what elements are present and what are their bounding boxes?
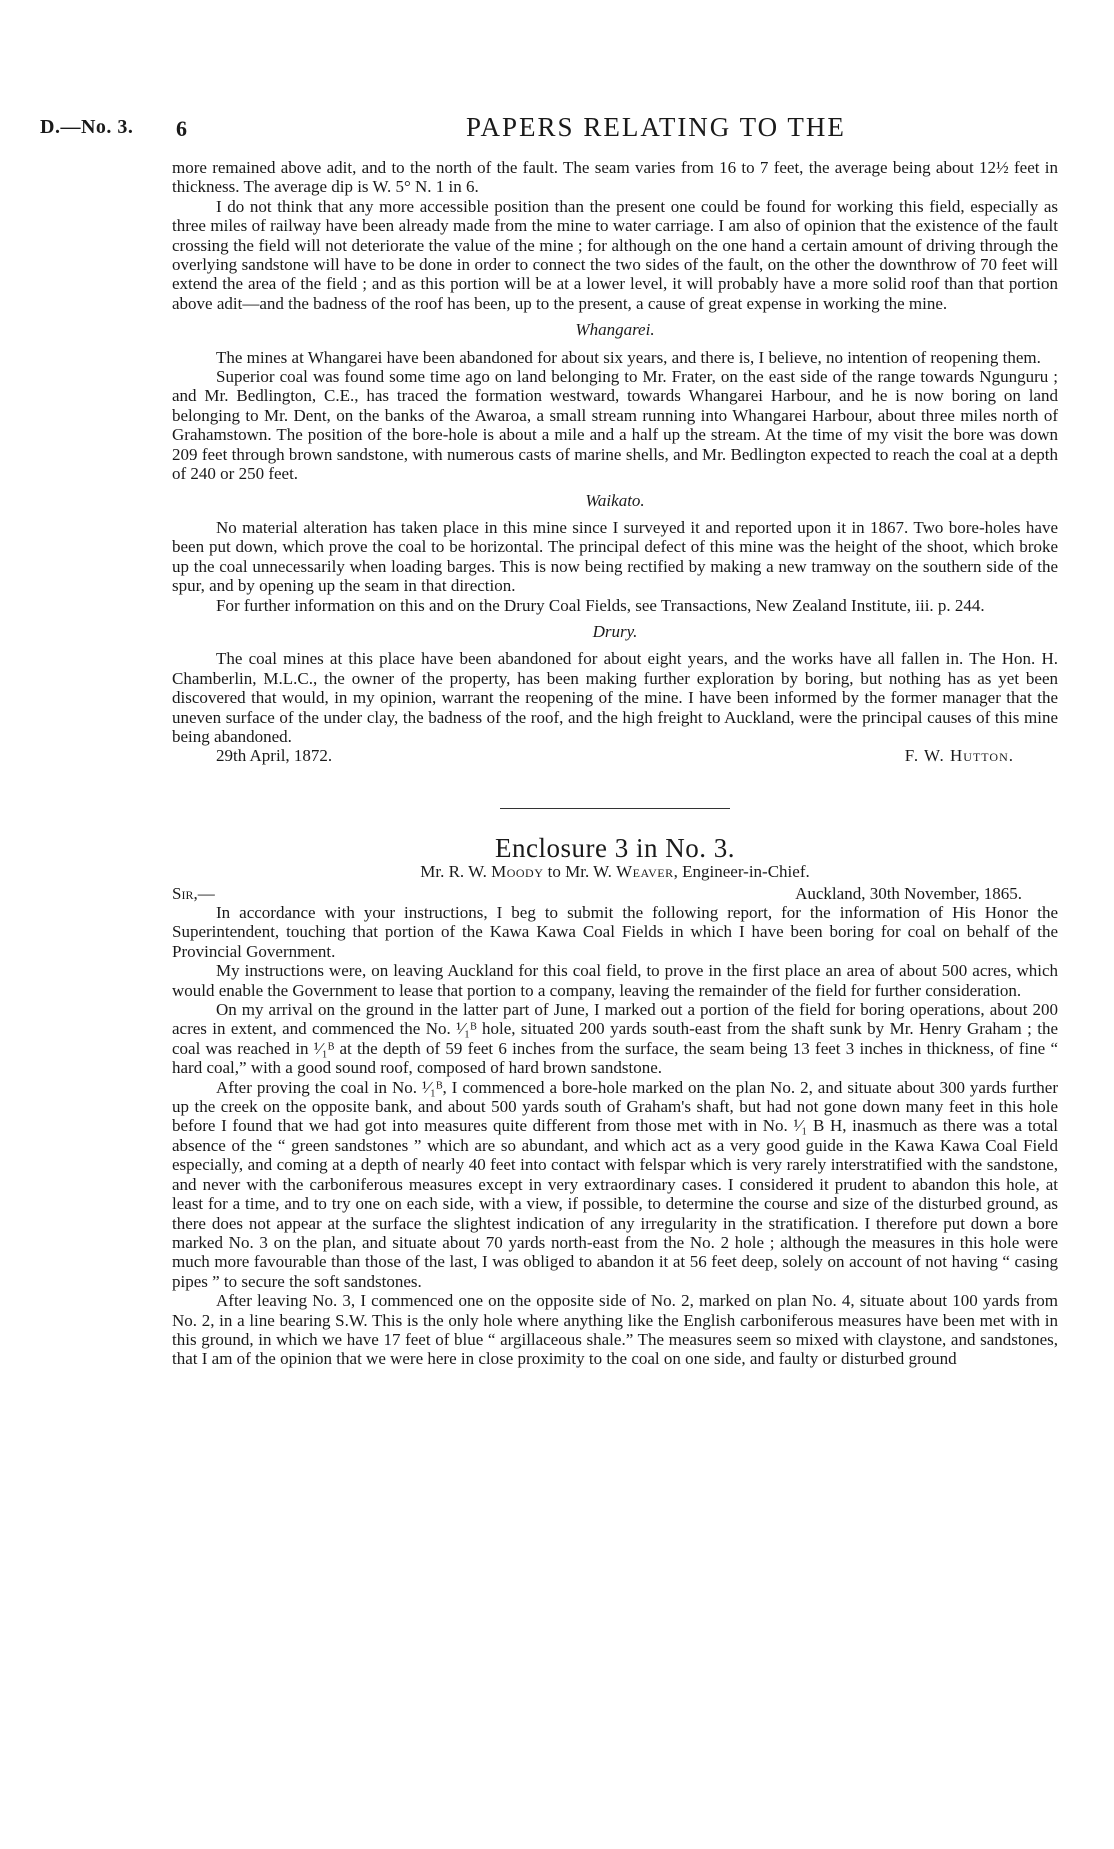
body-paragraph: more remained above adit, and to the north of the fault. The seam varies from 16 to 7 feet, the average being about 12½ feet in thickness. The average dip is W. 5° N. 1 in 6. bbox=[172, 158, 1058, 197]
body-paragraph: In accordance with your instructions, I beg to submit the following report, for the information of His Honor the Superintendent, touching that portion of the Kawa Kawa Coal Fields in which I have been boring for coal on behalf of the Provincial Government. bbox=[172, 903, 1058, 961]
running-title: PAPERS RELATING TO THE bbox=[466, 112, 846, 142]
section-heading-drury: Drury. bbox=[592, 621, 638, 641]
signature-name: F. W. Hutton. bbox=[904, 746, 1014, 766]
enclosure-addressee-line bbox=[172, 862, 1058, 881]
from-name: Moody bbox=[491, 862, 544, 882]
page-body bbox=[172, 158, 1058, 1369]
section-heading-whangarei: Whangarei. bbox=[575, 320, 655, 340]
body-paragraph: My instructions were, on leaving Auckland for this coal field, to prove in the first place an area of about 500 acres, which would enable the Government to lease that portion to a company, leaving the remainder of the field for further consideration. bbox=[172, 961, 1058, 1000]
body-paragraph: The mines at Whangarei have been abandoned for about six years, and there is, I believe, no intention of reopening them. bbox=[216, 347, 1041, 367]
section-heading-waikato: Waikato. bbox=[585, 490, 645, 510]
from-prefix: Mr. R. W. bbox=[420, 862, 487, 882]
page-header bbox=[40, 112, 1074, 146]
from-mid: to Mr. W. bbox=[547, 862, 612, 882]
body-paragraph: No material alteration has taken place in this mine since I surveyed it and reported upon it in 1867. Two bore-holes have been put down, which prove the coal to be horizontal. The principal defect of this mine was the height of the shoot, which broke up the coal unnecessarily when loading barges. This is now being rectified by making a new tramway on the southern side of the spur, and by opening up the seam in that direction. bbox=[172, 517, 1058, 596]
to-name: Weaver bbox=[616, 862, 674, 882]
body-paragraph: I do not think that any more accessible position than the present one could be found for working this field, especially as three miles of railway have been already made from the mine to water carriage. I am also of opinion that the existence of the fault crossing the field will not deteriorate the value of the mine ; for although on the one hand a certain amount of driving through the overlying sandstone will have to be done in order to connect the two sides of the fault, on the other the downthrow of 70 feet will extend the area of the field ; and as this portion will be at a lower level, it will probably have a more solid roof than that portion above adit—and the badness of the roof has been, up to the present, a cause of great expense in working the mine. bbox=[172, 196, 1058, 313]
page-number: 6 bbox=[176, 116, 187, 141]
body-paragraph: After proving the coal in No. ¹⁄₁ᴮ, I commenced a bore-hole marked on the plan No. 2, and situate about 300 yards further up the creek on the opposite bank, and about 500 yards south of Graham's shaft, but had not gone down many feet in this hole before I found that we had got into measures quite different from those met with in No. ¹⁄₁ B H, inasmuch as there was a total absence of the “ green sandstones ” which are so abundant, and which act as a very good guide in the Kawa Kawa Coal Field especially, and coming at a depth of nearly 40 feet into contact with felspar which is very rarely interstratified with the sandstone, and never with the carboniferous measures except in very extraordinary cases. I considered it prudent to abandon this hole, at least for a time, and to try one on each side, with a view, if possible, to determine the course and size of the disturbed ground, as there does not appear at the surface the slightest indication of any irregularity in the stratification. I therefore put down a bore marked No. 3 on the plan, and situate about 70 yards north-east from the No. 2 hole ; although the measures in this hole were much more favourable than those of the last, I was obliged to abandon it at 56 feet deep, solely on account of not having “ casing pipes ” to secure the soft sandstones. bbox=[172, 1077, 1058, 1291]
salutation: Sir,— bbox=[172, 883, 215, 903]
enclosure-title: Enclosure 3 in No. 3. bbox=[495, 832, 735, 863]
to-suffix: , Engineer-in-Chief. bbox=[673, 862, 810, 882]
body-paragraph: On my arrival on the ground in the latter part of June, I marked out a portion of the field for boring operations, about 200 acres in extent, and commenced the No. ¹⁄₁ᴮ hole, situated 200 yards south-east from the shaft sunk by Mr. Henry Graham ; the coal was reached in ¹⁄₁ᴮ at the depth of 59 feet 6 inches from the surface, the seam being 13 feet 3 inches in thickness, of fine “ hard coal,” with a good sound roof, composed of hard brown sandstone. bbox=[172, 1000, 1058, 1078]
document-reference: D.—No. 3. bbox=[40, 116, 134, 138]
salutation-line bbox=[172, 884, 1058, 903]
signature-block bbox=[172, 746, 1058, 765]
report-date: 29th April, 1872. bbox=[216, 746, 333, 766]
place-date: Auckland, 30th November, 1865. bbox=[795, 883, 1022, 903]
body-paragraph: After leaving No. 3, I commenced one on the opposite side of No. 2, marked on plan No. 4, situate about 100 yards from No. 2, in a line bearing S.W. This is the only hole where anything like the English carboniferous measures have been met with in this ground, in which we have 17 feet of blue “ argillaceous shale.” The measures seem so mixed with claystone, and sandstones, that I am of the opinion that we were here in close proximity to the coal on one side, and faulty or disturbed ground bbox=[172, 1291, 1058, 1369]
body-paragraph: For further information on this and on the Drury Coal Fields, see Transactions, New Zealand Institute, iii. p. 244. bbox=[216, 595, 985, 615]
body-paragraph: The coal mines at this place have been abandoned for about eight years, and the works have all fallen in. The Hon. H. Chamberlin, M.L.C., the owner of the property, has been making further exploration by boring, but nothing has as yet been discovered that would, in my opinion, warrant the reopening of the mine. I have been informed by the former manager that the uneven surface of the under clay, the badness of the roof, and the high freight to Auckland, were the principal causes of this mine being abandoned. bbox=[172, 649, 1058, 746]
body-paragraph: Superior coal was found some time ago on land belonging to Mr. Frater, on the east side of the range towards Ngunguru ; and Mr. Bedlington, C.E., has traced the formation westward, towards Whangarei Harbour, and he is now boring on land belonging to Mr. Dent, on the banks of the Awaroa, a small stream running into Whangarei Harbour, about three miles north of Grahamstown. The position of the bore-hole is about a mile and a half up the stream. At the time of my visit the bore was down 209 feet through brown sandstone, with numerous casts of marine shells, and Mr. Bedlington expected to reach the coal at a depth of 240 or 250 feet. bbox=[172, 367, 1058, 484]
section-divider bbox=[500, 808, 730, 809]
